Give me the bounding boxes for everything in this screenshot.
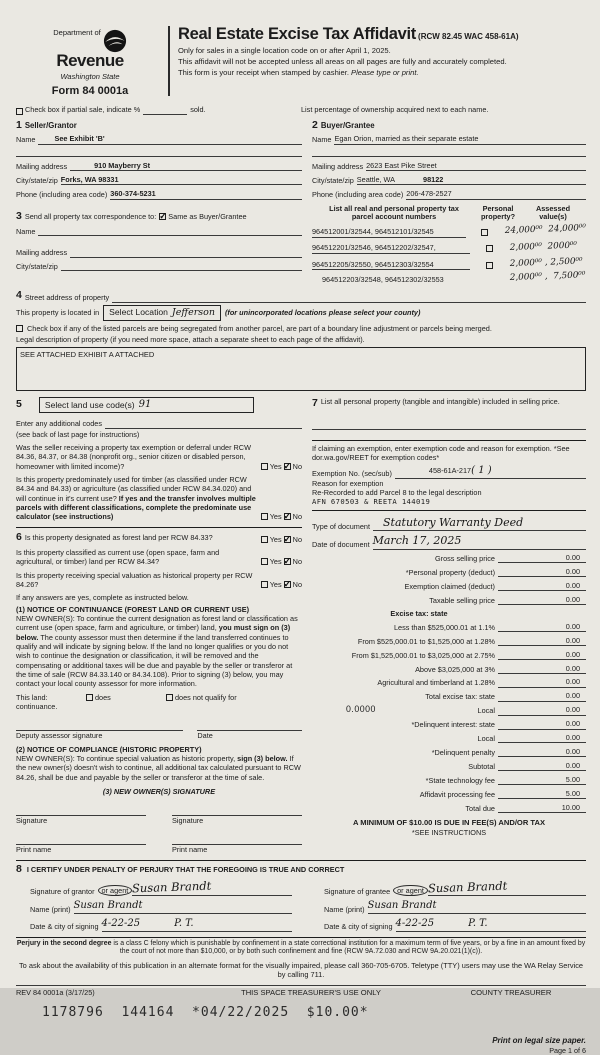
s6q2-yes-checkbox[interactable] [261, 558, 268, 565]
legal-description-input[interactable] [16, 347, 586, 391]
buyer-name2-input[interactable] [312, 149, 586, 157]
notice2-bold: sign (3) below. [237, 754, 288, 764]
tax-row-label-17: Affidavit processing fee [419, 789, 495, 799]
notice1-post: The county assessor must then determine if the land transferred continues to qualify and will indicate by signing below. If the land no longer qualifies or you do not wish to continue the designation or classification, it will be removed and the compensating or additional taxes will be due and payable by the seller or transferor at the time of sale (RCW 84.33.140 or 84.34.108). Prior to signing (3) below, you may contact your local county assessor for more information. [16, 632, 293, 689]
grantor-signature-block [16, 878, 292, 931]
tax-row-value-18: 10.00 [498, 803, 586, 813]
current-use-question: Is this property classified as current use (open space, farm and agricultural, or timber) land per RCW 84.34? [16, 548, 220, 567]
section-6-number: 6 [16, 530, 22, 543]
corr-city-label: City/state/zip [16, 261, 58, 271]
partial-sale-label: Check box if partial sale, indicate % [25, 105, 141, 115]
parcel-row-1 [312, 223, 586, 237]
print-name-1-label: Print name [16, 844, 52, 854]
grantor-signature-value: Susan Brandt [132, 879, 212, 896]
tax-row-value-1: 0.00 [498, 567, 586, 577]
land-use-select-label: Select land use code(s) [44, 399, 135, 410]
tax-row-value-17: 5.00 [498, 789, 586, 799]
tax-row-value-12: 0.00 [498, 719, 586, 729]
print-name-2-label: Print name [172, 844, 208, 854]
parcel-header-col3b: value(s) [539, 211, 567, 221]
tax-row-value-3: 0.00 [498, 595, 586, 605]
legal-description-value: SEE ATTACHED EXHIBIT A ATTACHED [20, 349, 155, 359]
grantor-or-agent-label: or agent [98, 885, 133, 896]
s5q1-yes-checkbox[interactable] [261, 463, 268, 470]
parcel-header-col2a: Personal [482, 203, 514, 213]
buyer-city-input[interactable] [357, 175, 586, 185]
tax-row-label-5: Less than $525,000.01 at 1.1% [393, 622, 495, 632]
section-6-divider [16, 527, 302, 528]
tax-row-value-16: 5.00 [498, 775, 586, 785]
grantee-print-input[interactable] [368, 900, 586, 914]
tax-row-label-13: Local [477, 734, 495, 744]
segregated-checkbox[interactable] [16, 325, 23, 332]
corr-name-input[interactable] [38, 228, 302, 236]
revenue-wordmark: Revenue [56, 51, 124, 70]
grantor-date-value: 4-22-25 [101, 917, 141, 929]
section-5-number: 5 [16, 398, 22, 411]
personal-property-checkbox-1[interactable] [481, 229, 488, 236]
washington-state-label: Washington State [60, 71, 120, 81]
parcel-numbers-2[interactable]: 964512201/32546, 964512202/32547, [312, 243, 470, 253]
correspondence-label: Send all property tax correspondence to: [24, 211, 157, 221]
tax-row-value-14: 0.00 [498, 747, 586, 757]
deputy-date-label: Date [197, 731, 213, 741]
timber-question-bold: If yes and the transfer involves multiple parcels with different classifications, complete the predominate use calculator (see instructions) [16, 493, 256, 522]
personal-property-checkbox-3[interactable] [486, 262, 493, 269]
type-of-document-value: Statutory Warranty Deed [383, 516, 524, 530]
corr-city-input[interactable] [61, 263, 302, 271]
date-of-document-label: Date of document [312, 540, 370, 550]
seller-city-value: Forks, WA 98331 [60, 174, 119, 184]
tax-row-value-13: 0.00 [498, 733, 586, 743]
additional-codes-input[interactable] [105, 421, 302, 429]
corr-name-label: Name [16, 226, 36, 236]
s6q1-no-checkbox[interactable] [284, 536, 291, 543]
tax-row-value-0: 0.00 [498, 553, 586, 563]
perjury-note [16, 940, 586, 957]
street-address-label: Street address of property [24, 293, 110, 303]
seller-heading: Seller/Grantor [24, 120, 77, 130]
seller-name-value: See Exhibit 'B' [54, 134, 105, 144]
assessed-value-4[interactable]: 2,000⁰⁰ , 7,500⁰⁰ [509, 270, 586, 284]
s6q1-yes-label: Yes [269, 534, 282, 544]
tax-row-value-2: 0.00 [498, 581, 586, 591]
signature-1-label: Signature [16, 816, 48, 826]
print-name-2-input[interactable] [172, 837, 302, 845]
tax-row-label-9: Agricultural and timberland at 1.28% [377, 678, 495, 688]
historic-property-question: Is this property receiving special valuation as historical property per RCW 84.26? [16, 570, 253, 590]
grantee-print-label: Name (print) [324, 904, 365, 914]
seller-mailing-label: Mailing address [16, 161, 68, 171]
buyer-column [312, 119, 586, 285]
timber-question-pre: Is this property predominately used for timber (as classified under RCW 84.34 and 84.33) or agriculture (as classified under RCW 84.34.020) and will continue in it's current use? [16, 475, 252, 503]
tax-row-label-18: Total due [465, 803, 495, 813]
treasurer-row [16, 985, 586, 998]
grantee-date-value: 4-22-25 [395, 917, 435, 929]
parcel-row-3 [312, 256, 586, 270]
exemption-divider [312, 440, 586, 441]
date-of-document-value: March 17, 2025 [372, 534, 462, 548]
print-name-1-input[interactable] [16, 837, 146, 845]
s6q2-yes-label: Yes [269, 557, 282, 567]
grantor-signature-input[interactable] [132, 880, 292, 896]
s6q1-no-label: No [292, 534, 302, 544]
header-note-3: This form is your receipt when stamped by cashier. [178, 67, 352, 77]
tax-row-value-11: 0.00 [498, 705, 586, 715]
section-7-number: 7 [312, 396, 318, 409]
grantor-print-label: Name (print) [30, 904, 71, 914]
tax-row-value-5: 0.00 [498, 622, 586, 632]
s5q2-no-label: No [292, 512, 302, 522]
header-note-1: Only for sales in a single location code on or after April 1, 2025. [178, 46, 391, 56]
personal-property-list-label: List all personal property (tangible and intangible) included in selling price. [320, 396, 560, 406]
dor-logo [16, 24, 164, 98]
buyer-phone-value: 206-478-2527 [406, 189, 452, 199]
buyer-city-value: Seattle, WA [356, 174, 396, 184]
perjury-bold: Perjury in the second degree [16, 939, 112, 947]
signature-2-label: Signature [172, 816, 204, 826]
s5q1-yes-label: Yes [269, 461, 282, 471]
notice2-pre: NEW OWNER(S): To continue special valuation as historic property, [16, 754, 238, 764]
parcel-numbers-3[interactable]: 964512205/32550, 964512303/32554 [312, 260, 470, 270]
does-label: does [95, 692, 111, 702]
street-address-input[interactable] [112, 295, 586, 303]
header-divider [168, 26, 170, 96]
seller-phone-label: Phone (including area code) [16, 190, 108, 200]
county-note: (for unincorporated locations please select your county) [224, 308, 421, 318]
grantee-signature-input[interactable] [428, 880, 586, 896]
tax-column [312, 397, 586, 854]
grantee-signature-value: Susan Brandt [427, 879, 508, 896]
ownership-percentage-note: List percentage of ownership acquired next to each name. [301, 105, 489, 115]
treasurer-use-only-label: THIS SPACE TREASURER'S USE ONLY [241, 987, 381, 997]
assessed-value-1[interactable]: 24,000⁰⁰ 24,000⁰⁰ [504, 223, 586, 237]
location-select-label: Select Location [109, 307, 168, 318]
tax-row-label-7: From $1,525,000.01 to $3,025,000 at 2.75% [351, 650, 495, 660]
land-use-code-handwritten: 91 [138, 398, 152, 410]
parcel-table-header [312, 205, 586, 222]
grantor-print-value: Susan Brandt [73, 900, 143, 912]
notice-compliance-body [16, 754, 302, 782]
segregated-label: Check box if any of the listed parcels are being segregated from another parcel, are part of a boundary line adjustment or parcels being merged. [27, 323, 492, 333]
buyer-zip-value: 98122 [423, 174, 444, 184]
dept-of-label: Department of [53, 28, 101, 37]
parcel-numbers-1[interactable]: 964512001/32544, 964512101/32545 [312, 227, 466, 237]
does-not-qualify-checkbox[interactable] [166, 694, 173, 701]
grantor-date-input[interactable] [102, 918, 292, 932]
location-select[interactable] [103, 305, 221, 321]
grantee-signature-block [310, 878, 586, 931]
rev-number: REV 84 0001a (3/17/25) [16, 987, 95, 997]
seller-mailing-input[interactable] [70, 161, 302, 171]
land-use-column [16, 397, 302, 854]
tax-row-label-10: Total excise tax: state [425, 692, 495, 702]
corr-mailing-input[interactable] [70, 250, 302, 258]
buyer-name-label: Name [312, 135, 332, 145]
notice-compliance-title: (2) NOTICE OF COMPLIANCE (HISTORIC PROPERTY) [16, 744, 202, 754]
reason-exemption-value: Re-Recorded to add Parcel 8 to the legal description [312, 487, 482, 497]
section-4 [16, 289, 586, 390]
tax-row-label-16: *State technology fee [425, 775, 495, 785]
type-of-document-label: Type of document [312, 522, 371, 532]
section-2-number: 2 [312, 118, 318, 131]
personal-property-checkbox-2[interactable] [486, 245, 493, 252]
grantee-or-agent-label: or agent [393, 885, 428, 896]
header-note-2: This affidavit will not be accepted unless all areas on all pages are fully and accurately completed. [178, 56, 507, 66]
deputy-signature-label: Deputy assessor signature [16, 731, 103, 741]
form-title-rcw: (RCW 82.45 WAC 458-61A) [418, 32, 519, 41]
seller-mailing-value: 910 Mayberry St [94, 160, 151, 170]
section-1-number: 1 [16, 118, 22, 131]
section-8-number: 8 [16, 863, 22, 875]
notice2-post: If the new owner(s) doesn't wish to continue, all additional tax calculated pursuant to RCW 84.26, shall be due and payable by the seller or transferor at the time of sale. [16, 754, 301, 782]
s5q2-yes-checkbox[interactable] [261, 513, 268, 520]
legal-description-label: Legal description of property (if you need more space, attach a separate sheet to each page of the affidavit). [16, 335, 365, 345]
see-instructions-note: *SEE INSTRUCTIONS [411, 827, 487, 837]
parcel-row-4 [312, 270, 586, 285]
parcel-header-col2b: property? [480, 211, 516, 221]
land-use-select[interactable] [39, 397, 254, 414]
grantor-print-input[interactable] [74, 900, 292, 914]
deputy-date-input[interactable] [197, 723, 302, 731]
tax-row-label-15: Subtotal [468, 761, 495, 771]
grantee-city-value: P. T. [468, 917, 488, 929]
s5q2-no-checkbox[interactable] [284, 513, 291, 520]
forest-land-question: Is this property designated as forest land per RCW 84.33? [24, 532, 213, 542]
tax-row-label-11: Local [477, 706, 495, 716]
grantee-date-input[interactable] [396, 918, 586, 932]
afn-reeta-value: AFN 670503 & REETA 144019 [312, 497, 431, 507]
section-8-divider [16, 860, 586, 861]
corr-mailing-label: Mailing address [16, 248, 68, 258]
new-owner-signature-2-input[interactable] [172, 808, 302, 816]
personal-property-list-input[interactable] [312, 422, 586, 430]
this-land-label: This land: [16, 692, 48, 702]
form-number: Form 84 0001a [51, 85, 129, 98]
continuance-label: continuance. [16, 702, 58, 712]
form-title: Real Estate Excise Tax Affidavit [178, 25, 417, 43]
seller-phone-input[interactable] [110, 189, 302, 199]
buyer-heading: Buyer/Grantee [320, 120, 375, 130]
parcel-header-col1b: parcel account numbers [351, 211, 437, 221]
buyer-phone-label: Phone (including area code) [312, 190, 404, 200]
grantor-sig-label: Signature of grantor [30, 886, 95, 896]
perjury-rest: is a class C felony which is punishable by confinement in a state correctional institution for a maximum term of five years, or by a fine in an amount fixed by the court of not more than $10,000, or by both such confinement and fine (RCW 9A.72.030 and RCW 9A.20.021(1)(c)). [111, 939, 586, 956]
exemption-deferral-question: Was the seller receiving a property tax exemption or deferral under RCW 84.36, 84.37, or 84.38 (nonprofit org., senior citizen or disabled person, homeowner with limited income)? [16, 443, 251, 471]
buyer-name-input[interactable] [334, 134, 586, 144]
s6q3-yes-checkbox[interactable] [261, 581, 268, 588]
if-any-yes-note: If any answers are yes, complete as instructed below. [16, 593, 189, 603]
located-in-label: This property is located in [16, 308, 100, 318]
excise-tax-state-header: Excise tax: state [390, 608, 448, 618]
notice-continuance-body [16, 614, 302, 689]
print-legal-size-note: Print on legal size paper. [492, 1035, 586, 1045]
exemption-no-input[interactable] [395, 465, 586, 479]
tax-row-value-10: 0.00 [498, 691, 586, 701]
parcel-row-2 [312, 240, 586, 254]
seller-city-input[interactable] [61, 175, 302, 185]
same-as-buyer-label: Same as Buyer/Grantee [168, 211, 247, 221]
seller-name-input[interactable] [38, 134, 302, 144]
tax-row-label-3: Taxable selling price [429, 595, 495, 605]
tax-row-label-14: *Delinquent penalty [431, 748, 495, 758]
type-or-print-note: Please type or print. [351, 67, 419, 77]
seller-phone-value: 360-374-5231 [110, 189, 156, 199]
deputy-signature-input[interactable] [16, 723, 183, 731]
tax-row-value-15: 0.00 [498, 761, 586, 771]
footer-divider-1 [16, 937, 586, 938]
s6q1-yes-checkbox[interactable] [261, 536, 268, 543]
tax-row-label-12: *Delinquent interest: state [411, 720, 495, 730]
tax-row-label-0: Gross selling price [434, 554, 495, 564]
buyer-phone-input[interactable] [406, 189, 586, 199]
assessed-value-2[interactable]: 2,000⁰⁰ 2000⁰⁰ [509, 240, 578, 253]
new-owner-signature-1-input[interactable] [16, 808, 146, 816]
s5q2-yes-label: Yes [269, 512, 282, 522]
minimum-due-note: A MINIMUM OF $10.00 IS DUE IN FEE(S) AND/OR TAX [352, 818, 546, 828]
tax-row-label-2: Exemption claimed (deduct) [404, 581, 495, 591]
seller-name-label: Name [16, 135, 36, 145]
buyer-mailing-label: Mailing address [312, 161, 364, 171]
tax-row-label-6: From $525,000.01 to $1,525,000 at 1.28% [357, 636, 495, 646]
seller-city-label: City/state/zip [16, 175, 58, 185]
s6q2-no-label: No [292, 557, 302, 567]
tax-row-value-8: 0.00 [498, 664, 586, 674]
does-qualify-checkbox[interactable] [86, 694, 93, 701]
grantee-print-value: Susan Brandt [367, 900, 437, 912]
parcel-header-col1a: List all real and personal property tax [329, 203, 459, 213]
document-divider [312, 510, 586, 511]
s6q3-no-checkbox[interactable] [284, 581, 291, 588]
buyer-name-value: Egan Orion, married as their separate estate [334, 134, 479, 144]
treasurer-stamp: 1178796 144164 *04/22/2025 $10.00* [42, 1005, 369, 1021]
reason-exemption-label: Reason for exemption [312, 478, 384, 488]
grantor-date-label: Date & city of signing [30, 922, 99, 932]
tax-row-label-1: *Personal property (deduct) [405, 568, 495, 578]
does-not-label: does not qualify for [175, 692, 237, 702]
parcel-numbers-4[interactable]: 964512203/32548, 964512302/32553 [322, 275, 444, 285]
grantor-city-value: P. T. [174, 917, 194, 929]
exemption-no-label: Exemption No. (sec/sub) [312, 469, 392, 479]
local-rate-value: 0.0000 [346, 704, 376, 715]
new-owner-signature-title: (3) NEW OWNER(S) SIGNATURE [102, 787, 216, 797]
tax-row-value-6: 0.00 [498, 636, 586, 646]
county-treasurer-label: COUNTY TREASURER [470, 987, 552, 997]
alternate-format-note: To ask about the availability of this publication in an alternate format for the visually impaired, please call 360-705-6705. Teletype (TTY) users may use the WA Relay Service by calling 711. [18, 961, 584, 980]
s6q2-no-checkbox[interactable] [284, 558, 291, 565]
county-handwritten: Jefferson [171, 306, 215, 318]
grantee-date-label: Date & city of signing [324, 922, 393, 932]
seller-name2-input[interactable] [16, 149, 302, 157]
notice1-pre: NEW OWNER(S): To continue the current designation as forest land or classification as current use (open space, farm and agriculture, or timber) land, [16, 614, 298, 633]
partial-sale-checkbox[interactable] [16, 108, 23, 115]
grantee-sig-label: Signature of grantee [324, 886, 391, 896]
additional-codes-label: Enter any additional codes [16, 419, 102, 429]
exemption-note: If claiming an exemption, enter exemption code and reason for exemption. *See dor.wa.gov/REET for exemption codes* [312, 444, 570, 463]
exemption-no-value: 458-61A-217 [428, 465, 472, 475]
section-3-number: 3 [16, 209, 22, 222]
date-of-document-input[interactable] [373, 534, 586, 549]
partial-sale-sold-label: sold. [190, 105, 206, 115]
type-of-document-input[interactable] [373, 516, 586, 531]
s5q1-no-label: No [292, 461, 302, 471]
section-4-number: 4 [16, 289, 22, 302]
buyer-city-label: City/state/zip [312, 175, 354, 185]
certification-signatures [16, 878, 586, 931]
assessed-value-3[interactable]: 2,000⁰⁰ , 2,500⁰⁰ [509, 256, 583, 269]
buyer-mailing-value: 2623 East Pike Street [366, 160, 437, 170]
page-number: Page 1 of 6 [549, 1046, 586, 1055]
s5q1-no-checkbox[interactable] [284, 463, 291, 470]
partial-sale-percent-input[interactable] [143, 107, 187, 115]
exemption-no-handwritten: ( 1 ) [471, 464, 492, 476]
see-back-note: (see back of last page for instructions) [16, 429, 140, 439]
tax-row-label-8: Above $3,025,000 at 3% [415, 664, 495, 674]
same-as-buyer-checkbox[interactable] [159, 213, 166, 220]
certify-statement: I CERTIFY UNDER PENALTY OF PERJURY THAT THE FOREGOING IS TRUE AND CORRECT [26, 865, 345, 874]
parcel-header-col3a: Assessed [535, 203, 571, 213]
s6q3-no-label: No [292, 580, 302, 590]
notice-continuance-title: (1) NOTICE OF CONTINUANCE (FOREST LAND OR CURRENT USE) [16, 604, 250, 614]
s6q3-yes-label: Yes [269, 580, 282, 590]
notice1-bold: you must sign on (3) below. [16, 623, 291, 642]
tax-row-value-7: 0.00 [498, 650, 586, 660]
form-header [16, 24, 586, 98]
seller-column [16, 119, 302, 285]
buyer-mailing-input[interactable] [366, 161, 586, 171]
tax-row-value-9: 0.00 [498, 677, 586, 687]
